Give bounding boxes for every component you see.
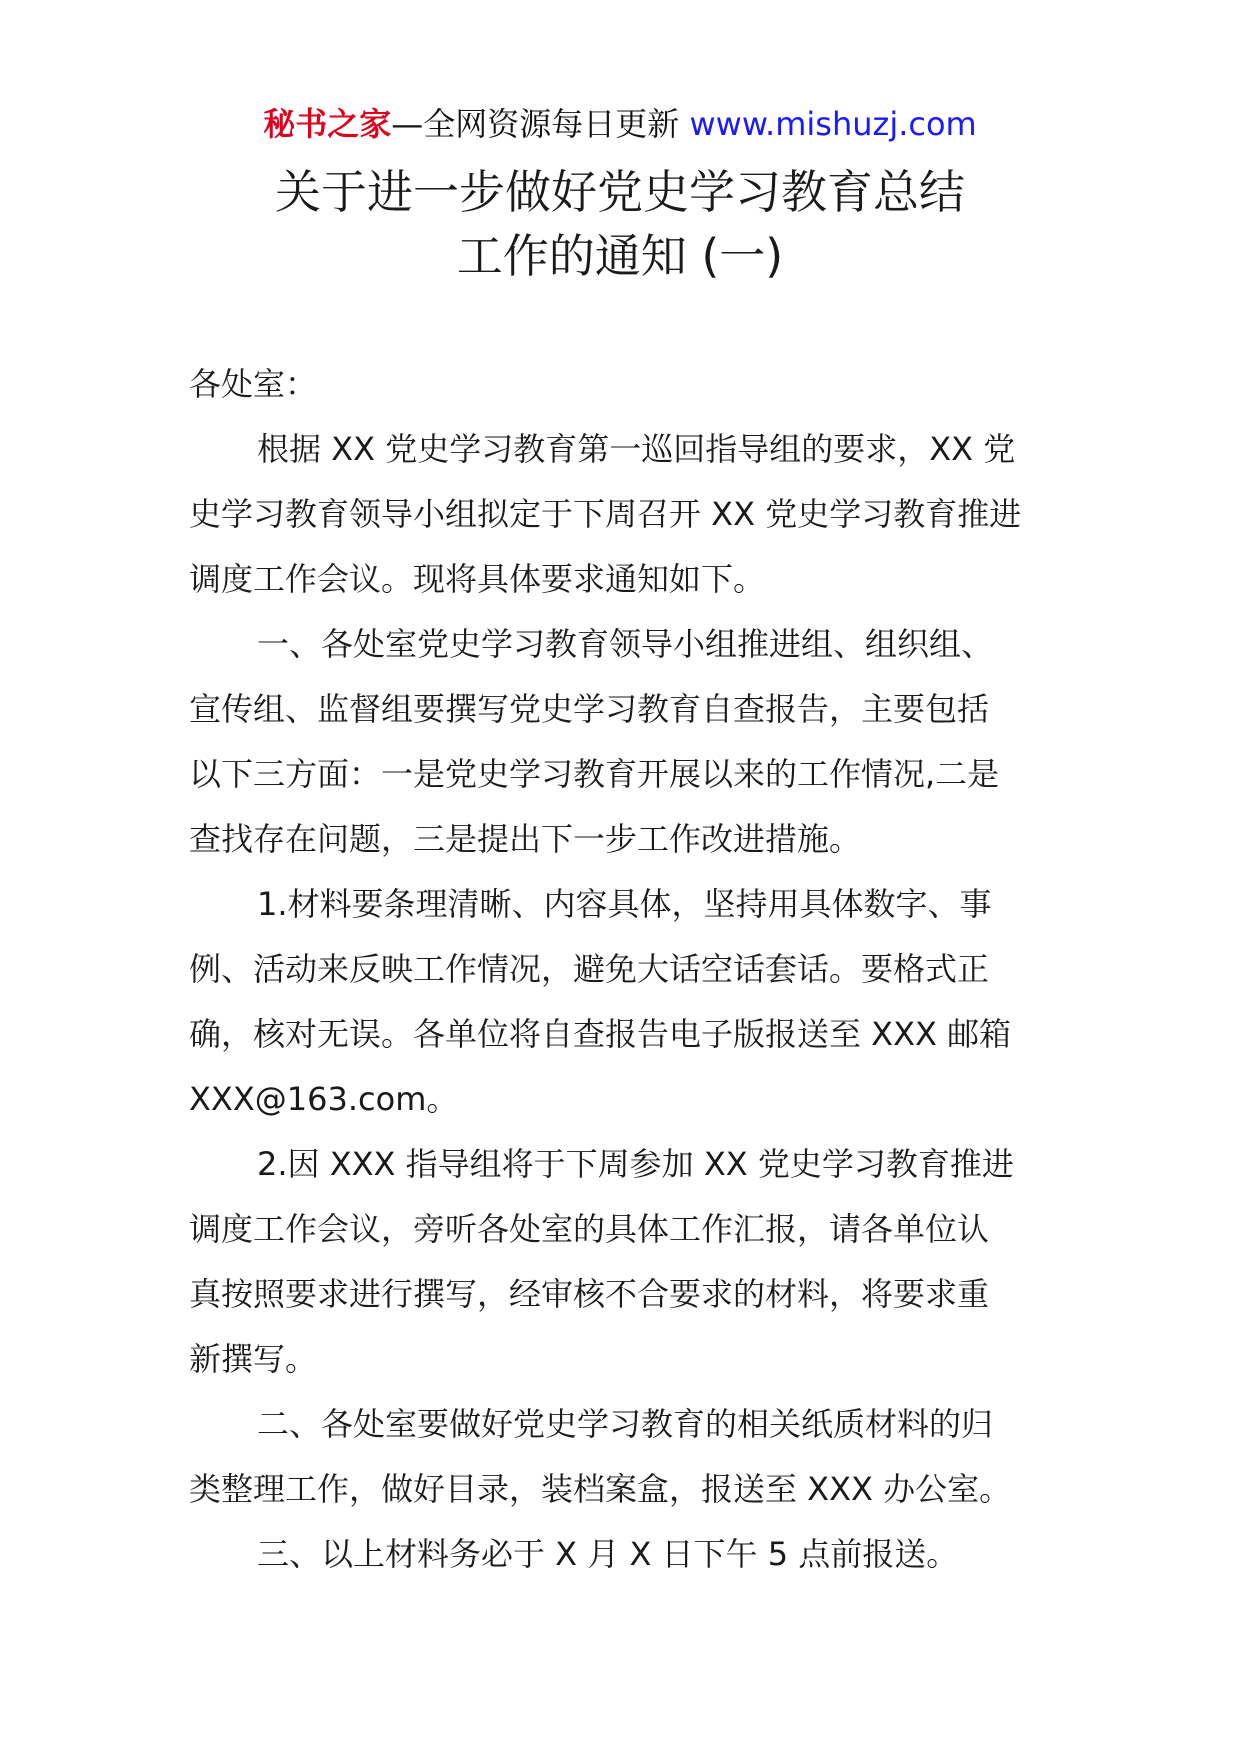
paragraph-line: 类整理工作，做好目录，装档案盒，报送至 XXX 办公室。 <box>189 1470 1012 1508</box>
paragraph-line: 1.材料要条理清晰、内容具体，坚持用具体数字、事 <box>257 885 992 923</box>
paragraph-item-2 <box>189 1132 1059 1392</box>
paragraph-line: 真按照要求进行撰写，经审核不合要求的材料，将要求重 <box>189 1275 990 1313</box>
salutation: 各处室： <box>189 365 318 403</box>
paragraph-line: 一、各处室党史学习教育领导小组推进组、组织组、 <box>257 625 994 663</box>
paragraph-line: 新撰写。 <box>189 1340 318 1378</box>
paragraph-line: 例、活动来反映工作情况，避免大话空话套话。要格式正 <box>189 950 990 988</box>
paragraph-line: 2.因 XXX 指导组将于下周参加 XX 党史学习教育推进 <box>257 1145 1014 1183</box>
paragraph-section-three <box>189 1522 1059 1587</box>
site-header <box>0 100 1240 148</box>
title-line-1: 关于进一步做好党史学习教育总结 <box>275 165 965 219</box>
paragraph-line: 调度工作会议，旁听各处室的具体工作汇报，请各单位认 <box>189 1210 990 1248</box>
paragraph-line: 根据 XX 党史学习教育第一巡回指导组的要求，XX 党 <box>257 430 1016 468</box>
paragraph-section-two <box>189 1392 1059 1522</box>
paragraph-item-1 <box>189 872 1059 1132</box>
paragraph-line: 以下三方面：一是党史学习教育开展以来的工作情况,二是 <box>189 755 1000 793</box>
brand-name: 秘书之家 <box>263 105 392 143</box>
document-title <box>0 160 1240 288</box>
paragraph-line: 确，核对无误。各单位将自查报告电子版报送至 XXX 邮箱 <box>189 1015 1012 1053</box>
paragraph-intro <box>189 417 1059 612</box>
paragraph-section-one <box>189 612 1059 872</box>
paragraph-line: 三、以上材料务必于 X 月 X 日下午 5 点前报送。 <box>257 1535 959 1573</box>
paragraph-line: 调度工作会议。现将具体要求通知如下。 <box>189 560 766 598</box>
paragraph-line: 查找存在问题，三是提出下一步工作改进措施。 <box>189 820 862 858</box>
paragraph-line: 宣传组、监督组要撰写党史学习教育自查报告，主要包括 <box>189 690 990 728</box>
document-body <box>189 352 1059 1587</box>
header-slogan: —全网资源每日更新 <box>391 105 680 143</box>
title-line-2: 工作的通知 (一) <box>456 229 784 283</box>
site-url-link[interactable]: www.mishuzj.com <box>689 105 977 143</box>
paragraph-line: 史学习教育领导小组拟定于下周召开 XX 党史学习教育推进 <box>189 495 1022 533</box>
paragraph-line: XXX@163.com。 <box>189 1080 459 1118</box>
paragraph-line: 二、各处室要做好党史学习教育的相关纸质材料的归 <box>257 1405 994 1443</box>
